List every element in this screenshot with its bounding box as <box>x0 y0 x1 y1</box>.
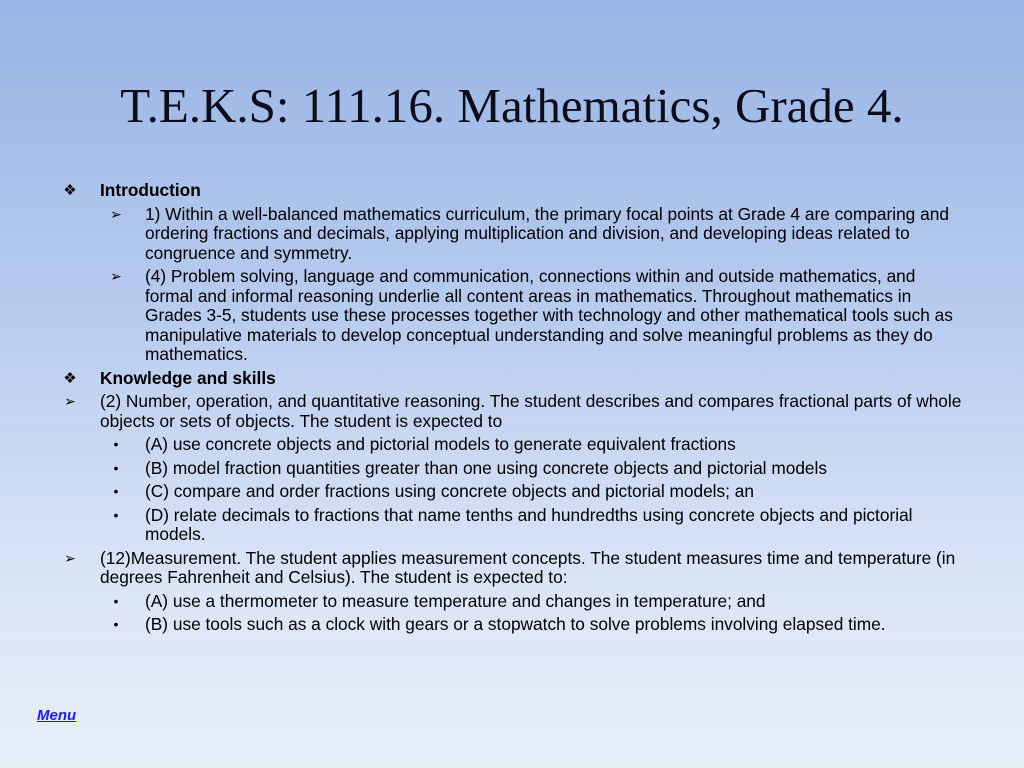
standard-12-item: (A) use a thermometer to measure temperature and changes in temperature; and <box>145 590 766 611</box>
knowledge-heading: Knowledge and skills <box>100 367 276 388</box>
introduction-heading: Introduction <box>100 180 201 200</box>
dot-bullet-icon: • <box>113 459 119 476</box>
list-item <box>0 615 1024 635</box>
list-item <box>0 506 1024 545</box>
arrow-bullet-icon: ➢ <box>110 205 122 222</box>
standard-2-text: (2) Number, operation, and quantitative reasoning. The student describes and compares fractional parts of whole objects or sets of objects. The student is expected to <box>100 391 962 431</box>
list-item <box>0 435 1024 455</box>
list-item <box>0 459 1024 479</box>
standard-2-item: (D) relate decimals to fractions that name tenths and hundredths using concrete objects and pictorial models. <box>145 504 913 544</box>
arrow-bullet-icon: ➢ <box>64 549 76 566</box>
dot-bullet-icon: • <box>113 436 119 452</box>
standard-2-item: (A) use concrete objects and pictorial models to generate equivalent fractions <box>145 434 736 454</box>
diamond-bullet-icon: ❖ <box>63 182 77 199</box>
intro-point: 1) Within a well-balanced mathematics curriculum, the primary focal points at Grade 4 are comparing and ordering fractions and decimals, applying multiplication and division, and developing ideas related to congruence and symmetry. <box>145 203 949 263</box>
standard-12-item: (B) use tools such as a clock with gears or a stopwatch to solve problems involving elapsed time. <box>145 614 886 634</box>
diamond-bullet-icon: ❖ <box>63 369 77 387</box>
list-item-introduction <box>0 181 1024 201</box>
slide-body <box>0 181 1024 639</box>
menu-link[interactable]: Menu <box>37 707 77 724</box>
list-item <box>0 205 1024 264</box>
list-item-standard-2 <box>0 392 1024 431</box>
dot-bullet-icon: • <box>113 616 119 632</box>
list-item-knowledge <box>0 369 1024 389</box>
list-item <box>0 482 1024 502</box>
list-item <box>0 267 1024 365</box>
arrow-bullet-icon: ➢ <box>64 393 76 409</box>
list-item <box>0 592 1024 612</box>
standard-12-text: (12)Measurement. The student applies measurement concepts. The student measures time and temperature (in degrees Fahrenheit and Celsius). The student is expected to: <box>100 547 956 587</box>
slide-title: T.E.K.S: 111.16. Mathematics, Grade 4. <box>120 78 904 133</box>
list-item-standard-12 <box>0 549 1024 588</box>
standard-2-item: (C) compare and order fractions using concrete objects and pictorial models; an <box>145 481 754 501</box>
dot-bullet-icon: • <box>113 483 119 499</box>
arrow-bullet-icon: ➢ <box>110 268 122 284</box>
dot-bullet-icon: • <box>113 592 119 609</box>
standard-2-item: (B) model fraction quantities greater than one using concrete objects and pictorial models <box>145 457 828 478</box>
intro-point: (4) Problem solving, language and communication, connections within and outside mathematics, and formal and informal reasoning underlie all content areas in mathematics. Throughout mathematics in Grades 3-5, students use these processes together with technology and other mathematical tools such as manipulative materials to develop conceptual understanding and solve meaningful problems as they do mathematics. <box>145 266 953 364</box>
dot-bullet-icon: • <box>113 506 119 523</box>
